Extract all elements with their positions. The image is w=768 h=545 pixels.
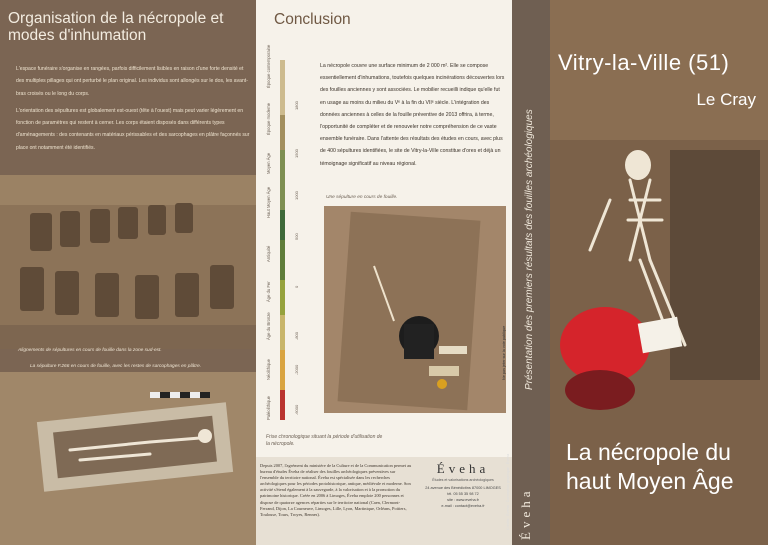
eveha-logo: Éveha [436,461,490,476]
caption-photo-3: Une sépulture en cours de fouille. [326,195,398,200]
timeline-bar-fer [280,280,285,315]
eveha-address: 24 avenue des Bénédictins 87000 LIMOGES [425,486,501,490]
period-label-age-du-bronze: Âge du Bronze [266,312,271,340]
cover-heading [566,438,766,496]
eveha-contact-box [416,461,510,541]
timeline-date-4: 0 [294,285,299,288]
photo-grave-alignments [0,175,256,349]
eveha-footer [256,457,512,545]
left-panel [0,0,256,545]
photo-sepulture-excavation [324,206,506,413]
excavation-photo-illustration [0,175,256,349]
cover-heading-line-2: haut Moyen Âge [566,468,734,494]
middle-panel [256,0,512,545]
section-title-organisation [8,10,248,44]
timeline-bar-moyen-age [280,150,285,210]
caption-photo-2: La sépulture F.266 en cours de fouille, avec les restes de sarcophages en plâtre. [30,364,202,369]
eveha-tagline: Études et valorisations archéologiques [432,478,494,482]
timeline-date-5: 500 [294,233,299,240]
cover-heading-line-1: La nécropole du [566,439,731,465]
organisation-text [16,63,250,159]
conclusion-title: Conclusion [274,11,351,28]
timeline-date-7: 1500 [294,149,299,158]
timeline-bar-antiquite [280,240,285,280]
title-line-1: Organisation de la nécropole et [8,10,224,27]
site-title: Vitry-la-Ville (51) [558,50,730,75]
period-label-age-du-fer: Âge du Fer [266,281,271,302]
timeline-date-6: 1000 [294,191,299,200]
vertical-band [512,0,550,545]
site-subtitle: Le Cray [696,90,756,109]
excavation-worker-illustration [324,206,506,413]
timeline-date-1: -6000 [294,404,299,415]
eveha-address-block [416,485,510,509]
timeline-date-2: -2000 [294,364,299,375]
chronological-timeline [262,40,318,420]
period-label-paleolithique: Paléolithique [266,396,271,420]
sarcophagus-photo-illustration [0,372,256,545]
period-label-epoque-contemporaine: Époque contemporaine [266,44,271,88]
band-eveha-logo: Éveha [518,487,533,540]
timeline-bar-epoque-moderne [280,115,285,150]
timeline-bar-haut-moyen-age [280,210,285,240]
eveha-description: Depuis 2007, l'agrément du ministère de la Culture et de la Communication permet au bureau d'études Éveha de réaliser des fouilles archéologiques préventives sur l'ensemble du territoire national. Éveha est spécialisée dans les recherches archéologiques pour les périodes protohistorique, antique, médiévale et moderne. Son activité s'étend également à la sauvegarde, à la valorisation et à la promotion du patrimoine historique. Créée en 2006 à Limoges, Éveha emploie 200 personnes et dispose de quatorze agences réparties sur le territoire national (Caen, Clermont-Ferrand, Dijon, La Courneuve, Limoges, Lille, Lyon, Martinique, Orléans, Poitiers, Toulouse, Tours, Troyes, Rennes). [260,463,412,517]
period-label-neolithique: Néolithique [266,359,271,380]
cover-panel [550,0,768,545]
eveha-phone: tél. 05 55 35 98 72 [447,492,479,496]
do-not-litter-notice: Ne pas jeter sur la voie publique [502,325,506,380]
paragraph-1: L'espace funéraire s'organise en rangées, parfois difficilement lisibles en raison d'une forte densité et des multiples pillages qui ont perturbé le plan original. Les individus sont allongés sur le dos, les avant-bras croisés ou le long du corps. [16,66,248,97]
period-label-haut-moyen-age: Haut Moyen Âge [266,186,271,218]
paragraph-2: L'orientation des sépultures est globalement est-ouest (tête à l'ouest) mais peut varier légèrement en fonction de paramètres qui restent à cerner. Les corps étaient disposés dans différents types d'aménagements : des contenants en matériaux périssables et des sarcophages en plâtre façonnés sur place ont notamment été identifiés. [16,107,250,151]
band-subtitle: Présentation des premiers résultats des fouilles archéologiques [524,109,535,390]
timeline-date-3: -800 [294,331,299,340]
timeline-bar-neolithique [280,350,285,390]
timeline-bar-contemporaine [280,60,285,115]
timeline-bar-bronze [280,315,285,350]
eveha-email: e-mail : contact@eveha.fr [441,504,485,508]
timeline-caption: Frise chronologique situant la période d'utilisation de la nécropole. [266,434,383,447]
period-label-moyen-age: Moyen Âge [266,152,271,174]
conclusion-text: La nécropole couvre une surface minimum de 2 000 m². Elle se compose essentiellement d'inhumations, toutefois quelques incinérations découvertes lors des fouilles anciennes y sont associées. Le mobilier recueilli indique qu'elle fut en usage au moins du milieu du Vᵉ à la fin du VIIᵉ siècle. L'intégration des données anciennes à celles de la fouille préventive de 2013 offrira, à terme, l'opportunité de compléter et de renouveler notre compréhension de ce vaste ensemble funéraire. Dans l'attente des résultats des études en cours, avec plus de 400 sépultures identifiées, le site de Vitry-la-Ville constitue d'ores et déjà un témoignage significatif au niveau régional. [320,63,505,167]
band-credits: Crédits : Éveha · Conception graphique : Éveha [506,453,510,530]
caption-photo-1: Alignements de sépultures en cours de fouille dans la zone sud-est. [18,348,162,353]
title-line-2: modes d'inhumation [8,27,147,44]
timeline-date-8: 1800 [294,101,299,110]
period-label-antiquite: Antiquité [266,245,271,262]
period-label-epoque-moderne: Époque moderne [266,102,271,135]
photo-sepulture-f266 [0,372,256,545]
eveha-website: site : www.eveha.fr [447,498,479,502]
timeline-bar-paleolithique [280,390,285,420]
